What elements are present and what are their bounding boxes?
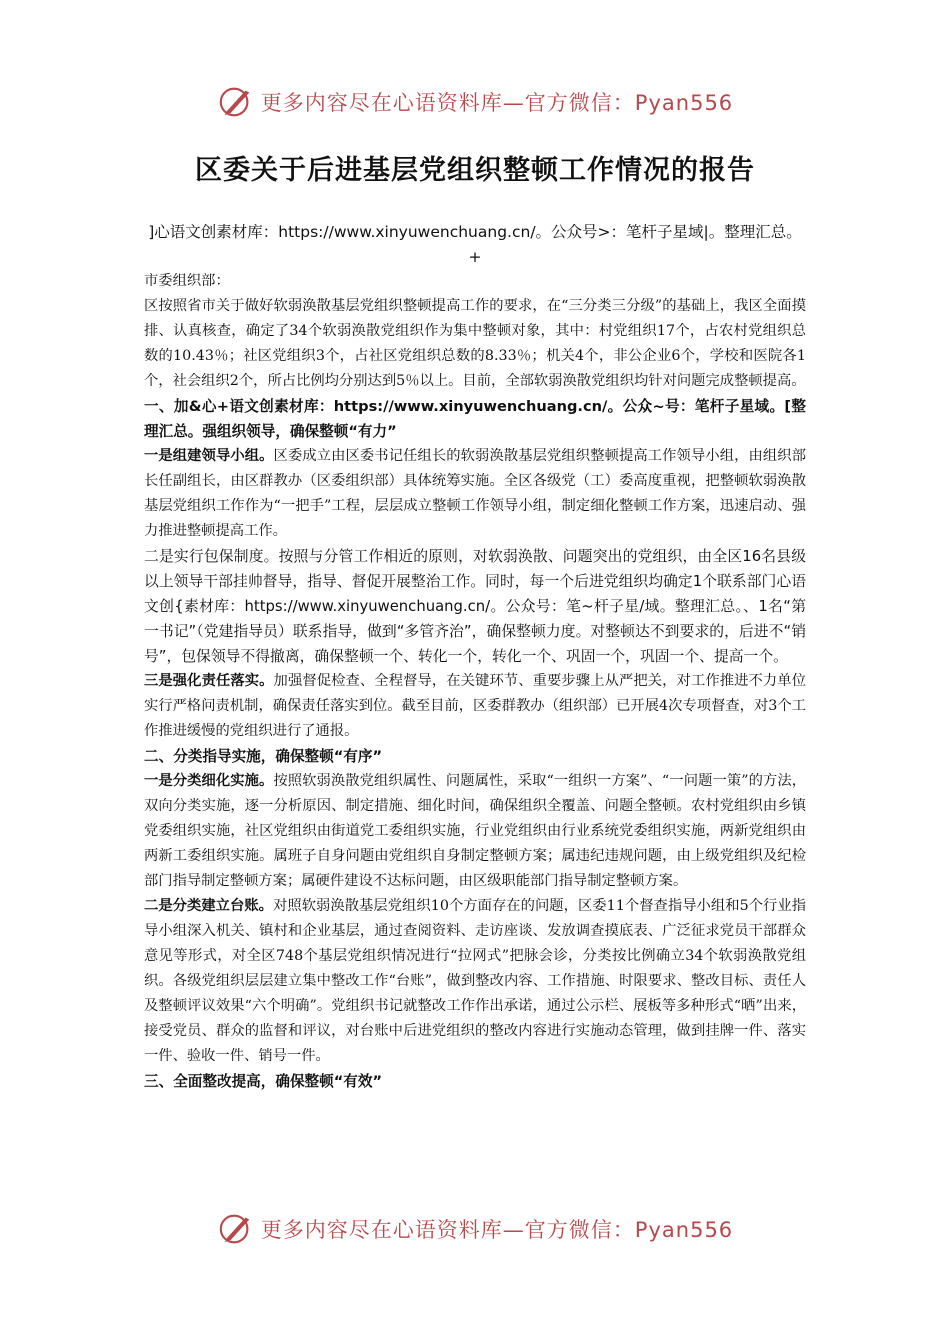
section-1-paragraph-3 bbox=[144, 669, 806, 744]
pen-logo-icon bbox=[217, 83, 255, 121]
paragraph-lead: 二是分类建立台账。 bbox=[144, 898, 274, 914]
section-2-heading: 二、分类指导实施，确保整顿“有序” bbox=[144, 748, 383, 765]
paragraph-text: 加强督促检查、全程督导，在关键环节、重要步骤上从严把关，对工作推进不力单位实行严格问责机制，确保责任落实到位。截至目前，区委群教办（组织部）已开展4次专项督查，对3个工作推进缓慢的党组织进行了通报。 bbox=[144, 673, 807, 739]
section-3-heading: 三、全面整改提高，确保整顿“有效” bbox=[144, 1073, 383, 1090]
paragraph-lead: 三是强化责任落实。 bbox=[144, 673, 274, 689]
pen-logo-icon bbox=[217, 1210, 255, 1248]
section-2-paragraph-1 bbox=[144, 769, 806, 894]
section-1-paragraph-2: 二是实行包保制度。按照与分管工作相近的原则，对软弱涣散、问题突出的党组织，由全区16名县级以上领导干部挂帅督导，指导、督促开展整治工作。同时，每一个后进党组织均确定1个联系部门心语文创{素材库：https://www.xinyuwenchuang.cn/。公众号：笔~杆子星/域。整理汇总。、1名“第一书记”（党建指导员）联系指导，做到“多管齐治”，确保整顿力度。对整顿达不到要求的，后进不“销号”，包保领导不得撤离，确保整顿一个、转化一个，转化一个、巩固一个，巩固一个、提高一个。 bbox=[144, 548, 806, 665]
paragraph-text: 对照软弱涣散基层党组织10个方面存在的问题，区委11个督查指导小组和5个行业指导小组深入机关、镇村和企业基层，通过查阅资料、走访座谈、发放调查摸底表、广泛征求党员干部群众意见等形式，对全区748个基层党组织情况进行“拉网式”把脉会诊，分类按比例确立34个软弱涣散党组织。各级党组织层层建立集中整改工作“台账”，做到整改内容、工作措施、时限要求、整改目标、责任人及整顿评议效果“六个明确”。党组织书记就整改工作作出承诺，通过公示栏、展板等多种形式“晒”出来，接受党员、群众的监督和评议，对台账中后进党组织的整改内容进行实施动态管理，做到挂牌一件、落实一件、验收一件、销号一件。 bbox=[144, 898, 807, 1064]
footer-banner bbox=[0, 1207, 950, 1251]
paragraph-lead: 一是分类细化实施。 bbox=[144, 773, 274, 789]
section-1-heading: 一、加&心+语文创素材库：https://www.xinyuwenchuang.cn/。公众~号：笔杆子星域。[整理汇总。强组织领导，确保整顿“有力” bbox=[144, 398, 806, 440]
document-body bbox=[144, 269, 806, 1094]
banner-text: 更多内容尽在心语资料库—官方微信：Pyan556 bbox=[260, 91, 734, 115]
intro-paragraph: 区按照省市关于做好软弱涣散基层党组织整顿提高工作的要求，在“三分类三分级”的基础上，我区全面摸排、认真核查，确定了34个软弱涣散党组织作为集中整顿对象，其中：村党组织17个，占农村党组织总数的10.43％；社区党组织3个，占社区党组织总数的8.33％；机关4个，非公企业6个，学校和医院各1个，社会组织2个，所占比例均分别达到5％以上。目前，全部软弱涣散党组织均针对问题完成整顿提高。 bbox=[144, 298, 806, 389]
paragraph-text: 按照软弱涣散党组织属性、问题属性，采取“一组织一方案”、“一问题一策”的方法，双向分类实施，逐一分析原因、制定措施、细化时间，确保组织全覆盖、问题全整顿。农村党组织由乡镇党委组织实施，社区党组织由街道党工委组织实施，行业党组织由行业系统党委组织实施，两新党组织由两新工委组织实施。属班子自身问题由党组织自身制定整顿方案；属违纪违规问题，由上级党组织及纪检部门指导制定整顿方案；属硬件建设不达标问题，由区级职能部门指导制定整顿方案。 bbox=[144, 773, 807, 889]
page-title: 区委关于后进基层党组织整顿工作情况的报告 bbox=[195, 155, 755, 186]
source-line: ]心语文创素材库：https://www.xinyuwenchuang.cn/。公众号>：笔杆子星域|。整理汇总。+ bbox=[148, 223, 802, 266]
paragraph-text: 区委成立由区委书记任组长的软弱涣散基层党组织整顿提高工作领导小组，由组织部长任副组长，由区群教办（区委组织部）具体统筹实施。全区各级党（工）委高度重视，把整顿软弱涣散基层党组织工作作为“一把手”工程，层层成立整顿工作领导小组，制定细化整顿工作方案，迅速启动、强力推进整顿提高工作。 bbox=[144, 448, 807, 539]
section-2-paragraph-2 bbox=[144, 894, 806, 1069]
addressee: 市委组织部： bbox=[144, 273, 230, 289]
paragraph-lead: 一是组建领导小组。 bbox=[144, 448, 274, 464]
banner-text: 更多内容尽在心语资料库—官方微信：Pyan556 bbox=[260, 1218, 734, 1242]
header-banner bbox=[0, 80, 950, 124]
section-1-paragraph-1 bbox=[144, 444, 806, 544]
